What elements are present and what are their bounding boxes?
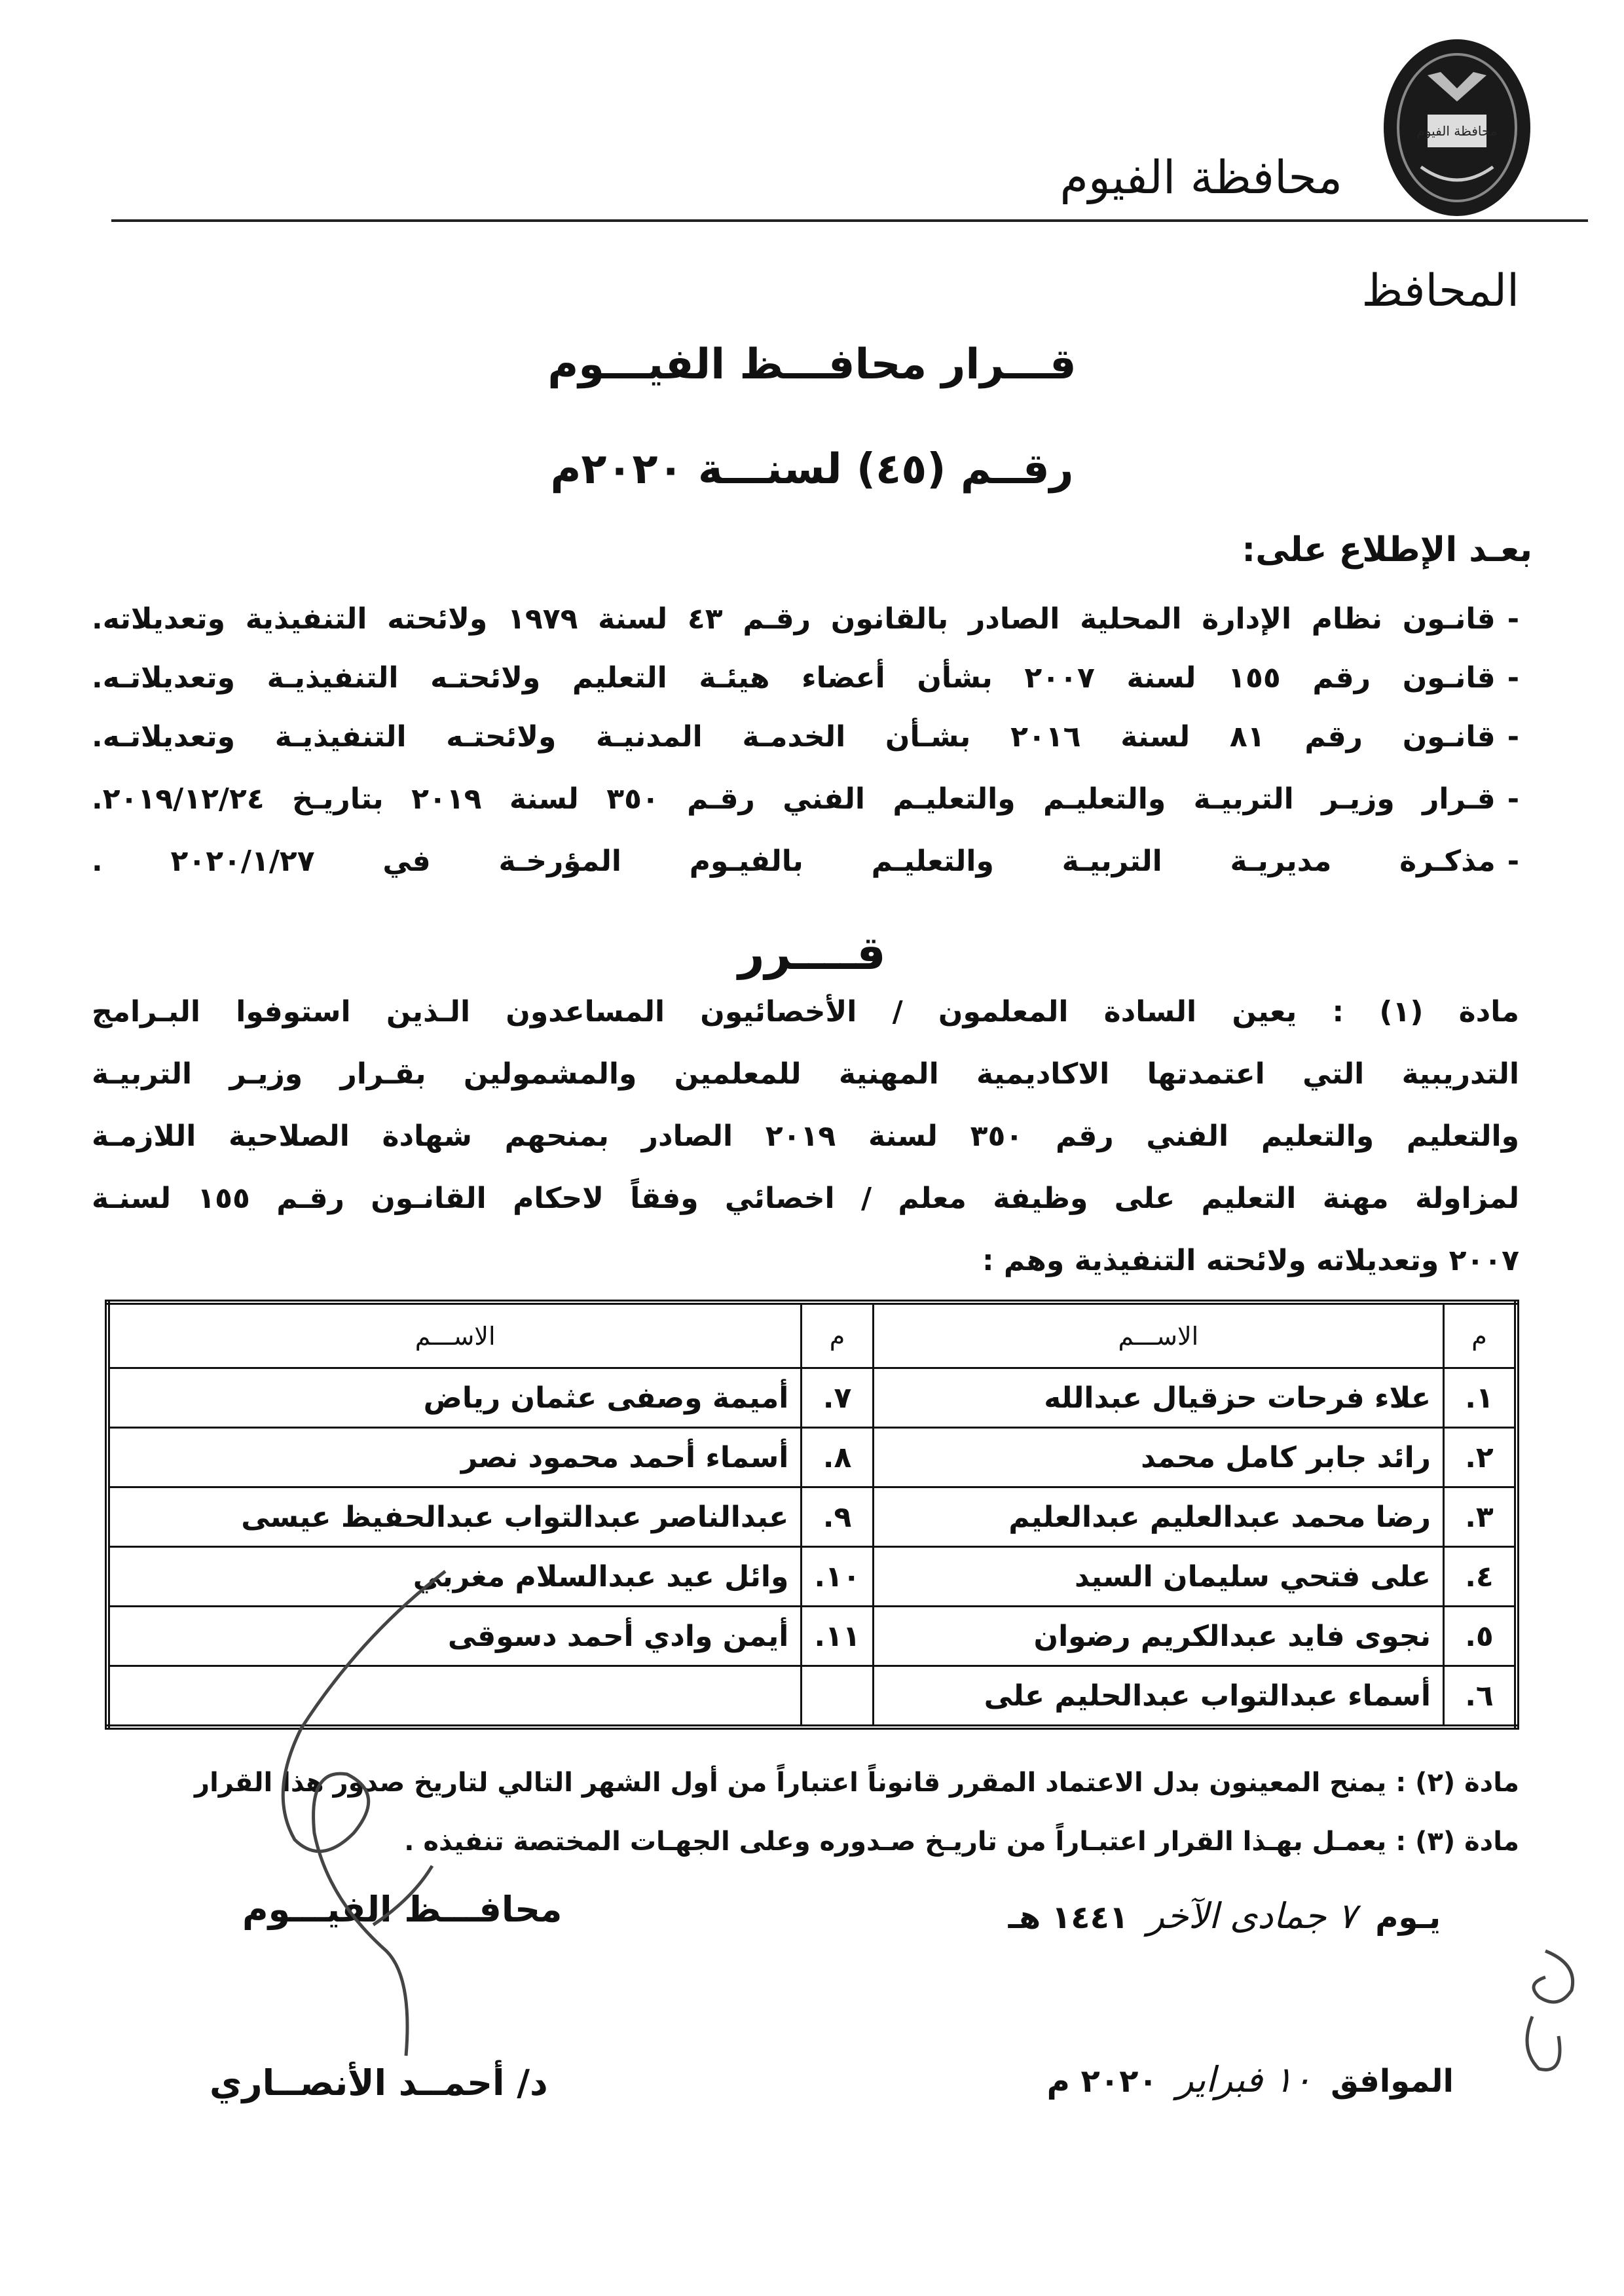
- greg-suffix: ٢٠٢٠ م: [1046, 2063, 1158, 2100]
- appointee-name: على فتحي سليمان السيد: [873, 1547, 1443, 1607]
- header-divider: [111, 219, 1588, 222]
- appointee-name: علاء فرحات حزقيال عبدالله: [873, 1368, 1443, 1428]
- appointee-name: أسماء عبدالتواب عبدالحليم على: [873, 1666, 1443, 1728]
- article-1-line: والتعليم والتعليم الفني رقم ٣٥٠ لسنة ٢٠١٩ الصادر بمنحهم شهادة الصلاحية اللازمـة: [92, 1120, 1519, 1153]
- row-number: ٢.: [1444, 1428, 1517, 1487]
- article-1-line: التدريبية التي اعتمدتها الاكاديمية المهنية للمعلمين والمشمولين بقـرار وزيـر التربيـة: [92, 1057, 1519, 1091]
- governorate-name: محافظة الفيوم: [1060, 151, 1342, 204]
- row-number: ٨.: [802, 1428, 873, 1487]
- table-header-row: [107, 1302, 1517, 1368]
- article-3: مادة (٣) : يعمـل بهـذا القرار اعتبـاراً من تاريـخ صـدوره وعلى الجهـات المختصة تنفيذه .: [404, 1827, 1519, 1857]
- governorate-seal-icon: [1382, 36, 1532, 219]
- table-row: [107, 1368, 1517, 1428]
- appointee-name: عبدالناصر عبدالتواب عبدالحفيظ عيسى: [107, 1487, 802, 1547]
- appointee-name: نجوى فايد عبدالكريم رضوان: [873, 1607, 1443, 1666]
- preamble-heading: بعـد الإطلاع على:: [1242, 530, 1532, 570]
- greg-handwritten: ١٠ فبراير: [1176, 2059, 1312, 2100]
- row-number: ٩.: [802, 1487, 873, 1547]
- preamble-item: - قانـون نظام الإدارة المحلية الصادر بالقانون رقـم ٤٣ لسنة ١٩٧٩ ولائحته التنفيذية وتعديلاته.: [92, 602, 1519, 636]
- preamble-item: - قانـون رقم ٨١ لسنة ٢٠١٦ بشـأن الخدمـة المدنيـة ولائحتـه التنفيذيـة وتعديلاتـه.: [92, 720, 1519, 754]
- preamble-item: - مذكـرة مديريـة التربيـة والتعليـم بالفيـوم المؤرخـة في ٢٠٢٠/١/٢٧ .: [92, 845, 1519, 878]
- article-1-line: مادة (١) : يعين السادة المعلمون / الأخصائيون المساعدون الـذين استوفوا البـرامج: [92, 995, 1519, 1029]
- table-row: [107, 1428, 1517, 1487]
- row-number: ٦.: [1444, 1666, 1517, 1728]
- article-2: مادة (٢) : يمنح المعينون بدل الاعتماد المقرر قانوناً اعتباراً من أول الشهر التالي لتاريخ صدور هذا القرار: [194, 1768, 1519, 1798]
- appointee-name: أميمة وصفى عثمان رياض: [107, 1368, 802, 1428]
- decree-number: رقــم (٤٥) لسنـــة ٢٠٢٠م: [550, 445, 1074, 494]
- row-number: ١٠.: [802, 1547, 873, 1607]
- row-number: [802, 1666, 873, 1728]
- gregorian-date: [1047, 2059, 1454, 2100]
- hijri-date: [1008, 1895, 1441, 1937]
- row-number: ٥.: [1444, 1607, 1517, 1666]
- article-1-line: لمزاولة مهنة التعليم على وظيفة معلم / اخصائي وفقاً لاحكام القانـون رقـم ١٥٥ لسنـة: [92, 1182, 1519, 1215]
- initials-mark-icon: [1493, 1938, 1598, 2088]
- col-number-header: م: [802, 1302, 873, 1368]
- col-name-header: الاســـم: [107, 1302, 802, 1368]
- greg-prefix: الموافق: [1331, 2063, 1454, 2100]
- row-number: ٤.: [1444, 1547, 1517, 1607]
- appointee-name: أيمن وادي أحمد دسوقى: [107, 1607, 802, 1666]
- appointee-name: وائل عيد عبدالسلام مغربي: [107, 1547, 802, 1607]
- decision-heading: قــــرر: [738, 926, 886, 980]
- hijri-suffix: ١٤٤١ هـ: [1008, 1899, 1129, 1936]
- row-number: ١.: [1444, 1368, 1517, 1428]
- governor-name: د/ أحمــد الأنصــاري: [210, 2062, 548, 2104]
- svg-text:محافظة الفيوم: محافظة الفيوم: [1416, 123, 1498, 139]
- hijri-handwritten: ٧ جمادى الآخر: [1147, 1895, 1357, 1937]
- row-number: ١١.: [802, 1607, 873, 1666]
- row-number: ٧.: [802, 1368, 873, 1428]
- row-number: ٣.: [1444, 1487, 1517, 1547]
- col-number-header: م: [1444, 1302, 1517, 1368]
- appointee-name: أسماء أحمد محمود نصر: [107, 1428, 802, 1487]
- hijri-prefix: يـوم: [1375, 1899, 1441, 1936]
- appointee-name: رائد جابر كامل محمد: [873, 1428, 1443, 1487]
- decree-title: قـــرار محافـــظ الفيـــوم: [547, 340, 1077, 389]
- table-row: [107, 1487, 1517, 1547]
- appointee-name: رضا محمد عبدالعليم عبدالعليم: [873, 1487, 1443, 1547]
- col-name-header: الاســـم: [873, 1302, 1443, 1368]
- preamble-item: - قانـون رقم ١٥٥ لسنة ٢٠٠٧ بشأن أعضاء هيئـة التعليم ولائحتـه التنفيذيـة وتعديلاتـه.: [92, 661, 1519, 695]
- signature-icon: [216, 1558, 557, 2082]
- governor-title: محافـــظ الفيـــوم: [242, 1889, 563, 1930]
- article-1-line: ٢٠٠٧ وتعديلاته ولائحته التنفيذية وهم :: [982, 1244, 1519, 1277]
- preamble-item: - قـرار وزيـر التربيـة والتعليـم والتعليـم الفني رقـم ٣٥٠ لسنة ٢٠١٩ بتاريـخ ٢٠١٩/١٢/٢٤.: [92, 782, 1519, 816]
- office-title: المحافظ: [1361, 265, 1519, 317]
